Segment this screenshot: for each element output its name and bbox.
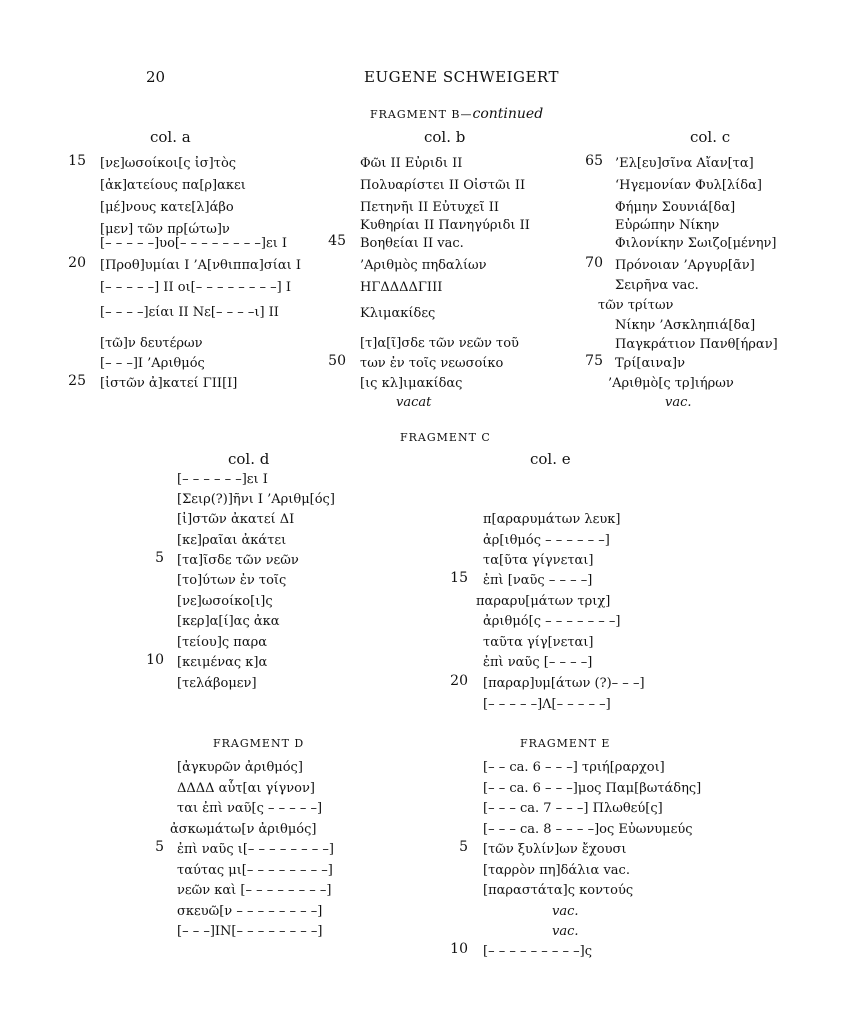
col-e-heading: col. e bbox=[530, 450, 571, 468]
text-line: ται ἐπὶ ναῦ[ς – – – – –] bbox=[177, 801, 323, 816]
text-line: Πολυαρίστει ΙΙ Οἰστῶι ΙΙ bbox=[360, 178, 526, 193]
text-line: [τελάβομεν] bbox=[177, 676, 257, 691]
text-line: [κερ]α[ί]ας ἀκα bbox=[177, 614, 280, 629]
text-line: [ἀκ]ατείους πα[ρ]ακει bbox=[100, 178, 246, 193]
line-number: 20 bbox=[68, 255, 86, 271]
fragment-b-label: FRAGMENT B— bbox=[370, 108, 473, 121]
text-line: Νίκην ’Ασκληπιά[δα] bbox=[615, 318, 756, 333]
text-line: [παραστάτα]ς κοντούς bbox=[483, 883, 634, 898]
line-number: 10 bbox=[146, 652, 164, 668]
running-head-author: EUGENE SCHWEIGERT bbox=[364, 68, 559, 86]
text-line: vac. bbox=[552, 904, 579, 919]
line-number: 25 bbox=[68, 373, 86, 389]
text-line: Φήμην Σουνιά[δα] bbox=[615, 200, 736, 215]
text-line: [τα]ῖσδε τῶν νεῶν bbox=[177, 553, 299, 568]
line-number: 5 bbox=[155, 550, 164, 566]
col-a-heading: col. a bbox=[150, 128, 191, 146]
text-line: [ταρρὸν πη]δάλια vac. bbox=[483, 863, 630, 878]
text-line: [– – – – –] ΙΙ οι[– – – – – – – –] Ι bbox=[100, 280, 291, 295]
fragment-e-title: FRAGMENT E bbox=[520, 737, 611, 750]
text-line: Βοηθείαι ΙΙ vac. bbox=[360, 236, 464, 251]
text-line: [– – – – – – – – –]ς bbox=[483, 944, 592, 959]
text-line: ταύτας μι[– – – – – – – –] bbox=[177, 863, 333, 878]
text-line: [τῶν ξυλίν]ων ἔχουσι bbox=[483, 842, 627, 857]
text-line: [νε]ωσοίκο[ι]ς bbox=[177, 594, 273, 609]
text-line: ’Ελ[ευ]σῖνα Αἴαν[τα] bbox=[615, 156, 754, 171]
col-c-heading: col. c bbox=[690, 128, 731, 146]
text-line: [ἀγκυρῶν ἀριθμός] bbox=[177, 760, 303, 775]
text-line: [μεν] τῶν πρ[ώτω]ν bbox=[100, 222, 230, 237]
text-line: [– – – ca. 8 – – – –]ος Εὐωνυμεύς bbox=[483, 822, 693, 837]
text-line: [– – – – –]υο[– – – – – – – –]ει Ι bbox=[100, 236, 288, 251]
text-line: [Προθ]υμίαι Ι ’Α[νθιππα]σίαι Ι bbox=[100, 258, 301, 273]
text-line: [το]ύτων ἐν τοῖς bbox=[177, 573, 287, 588]
text-line: ἐπὶ ναῦς [– – – –] bbox=[483, 655, 593, 670]
text-line: ἐπὶ ναῦς ι[– – – – – – – –] bbox=[177, 842, 334, 857]
text-line: Πετηνῆι ΙΙ Εὐτυχεῖ ΙΙ bbox=[360, 200, 499, 215]
text-line: ἀσκωμάτω[ν ἀριθμός] bbox=[170, 822, 317, 837]
col-b-heading: col. b bbox=[424, 128, 466, 146]
line-number: 10 bbox=[450, 941, 468, 957]
text-line: [μέ]νους κατε[λ]άβο bbox=[100, 200, 234, 215]
text-line: ’Αριθμὸ[ς τρ]ιήρων bbox=[608, 376, 734, 391]
line-number: 45 bbox=[328, 233, 346, 249]
text-line: Τρί[αινα]ν bbox=[615, 356, 686, 371]
text-line: Σειρῆνα vac. bbox=[615, 278, 699, 293]
text-line: ΔΔΔΔ αὗτ[αι γίγνον] bbox=[177, 781, 315, 796]
text-line: [κειμένας κ]α bbox=[177, 655, 268, 670]
text-line: παραρυ[μάτων τριχ] bbox=[476, 594, 611, 609]
fragment-d-title: FRAGMENT D bbox=[213, 737, 305, 750]
text-line: [– – –]Ι ’Αριθμός bbox=[100, 356, 205, 371]
text-line: τα[ῦτα γίγνεται] bbox=[483, 553, 594, 568]
text-line: των ἐν τοῖς νεωσοίκο bbox=[360, 356, 504, 371]
text-line: Φιλονίκην Σωιζο[μένην] bbox=[615, 236, 777, 251]
text-line: Εὐρώπην Νίκην bbox=[615, 218, 720, 233]
text-line: ἐπὶ [ναῦς – – – –] bbox=[483, 573, 593, 588]
line-number: 50 bbox=[328, 353, 346, 369]
line-number: 70 bbox=[585, 255, 603, 271]
text-line: ’Αριθμὸς πηδαλίων bbox=[360, 258, 487, 273]
text-line: [– – – – –]Λ[– – – – –] bbox=[483, 697, 611, 712]
col-d-heading: col. d bbox=[228, 450, 270, 468]
text-line: Παγκράτιον Πανθ[ήραν] bbox=[615, 337, 778, 352]
text-line: [τείου]ς παρα bbox=[177, 635, 268, 650]
text-line: [– – – – – –]ει Ι bbox=[177, 472, 268, 487]
text-line: Φῶι ΙΙ Εὐριδι ΙΙ bbox=[360, 156, 463, 171]
text-line: ταῦτα γίγ[νεται] bbox=[483, 635, 594, 650]
page-number: 20 bbox=[146, 68, 166, 86]
text-line: τῶν τρίτων bbox=[598, 298, 674, 313]
text-line: ΗΓΔΔΔΔΓΙΙΙ bbox=[360, 280, 443, 295]
line-number: 20 bbox=[450, 673, 468, 689]
text-line: [παραρ]υμ[άτων (?)– – –] bbox=[483, 676, 645, 691]
fragment-b-continued: continued bbox=[472, 106, 544, 122]
text-line: [– – – ca. 7 – – –] Πλωθεύ[ς] bbox=[483, 801, 663, 816]
text-line: [τ]α[ῖ]σδε τῶν νεῶν τοῦ bbox=[360, 336, 519, 351]
text-line: [Σειρ(?)]ῆνι Ι ’Αριθμ[ός] bbox=[177, 492, 335, 507]
text-line: νεῶν καὶ [– – – – – – – –] bbox=[177, 883, 332, 898]
line-number: 15 bbox=[450, 570, 468, 586]
text-line: vacat bbox=[396, 395, 432, 410]
text-line: [κε]ραῖαι ἀκάτει bbox=[177, 533, 287, 548]
line-number: 15 bbox=[68, 153, 86, 169]
text-line: [– – – –]είαι ΙΙ Νε[– – – –ι] ΙΙ bbox=[100, 305, 279, 320]
line-number: 75 bbox=[585, 353, 603, 369]
text-line: [– – ca. 6 – – –]μος Παμ[βωτάδης] bbox=[483, 781, 702, 796]
text-line: [νε]ωσοίκοι[ς ἰσ]τὸς bbox=[100, 156, 237, 171]
text-line: ‘Ηγεμονίαν Φυλ[λίδα] bbox=[615, 178, 762, 193]
text-line: [– – –]ΙΝ[– – – – – – – –] bbox=[177, 924, 323, 939]
fragment-b-title bbox=[370, 103, 543, 122]
line-number: 5 bbox=[155, 839, 164, 855]
text-line: [ἰ]στῶν ἀκατεί ΔΙ bbox=[177, 512, 295, 527]
fragment-c-title: FRAGMENT C bbox=[400, 431, 491, 444]
text-line: [τῶ]ν δευτέρων bbox=[100, 336, 203, 351]
text-line: vac. bbox=[552, 924, 579, 939]
text-line: [– – ca. 6 – – –] τριή[ραρχοι] bbox=[483, 760, 665, 775]
text-line: π[αραρυμάτων λευκ] bbox=[483, 512, 621, 527]
text-line: Κυθηρίαι ΙΙ Πανηγύριδι ΙΙ bbox=[360, 218, 530, 233]
line-number: 65 bbox=[585, 153, 603, 169]
text-line: σκευῶ[ν – – – – – – – –] bbox=[177, 904, 323, 919]
text-line: [ἰστῶν ἀ]κατεί ΓΙΙ[Ι] bbox=[100, 376, 238, 391]
text-line: [ις κλ]ιμακίδας bbox=[360, 376, 463, 391]
text-line: vac. bbox=[665, 395, 692, 410]
text-line: Κλιμακίδες bbox=[360, 306, 436, 321]
text-line: Πρόνοιαν ’Αργυρ[ᾶν] bbox=[615, 258, 755, 273]
text-line: ἀρ[ιθμός – – – – – –] bbox=[483, 533, 610, 548]
line-number: 5 bbox=[459, 839, 468, 855]
text-line: ἀριθμό[ς – – – – – – –] bbox=[483, 614, 621, 629]
